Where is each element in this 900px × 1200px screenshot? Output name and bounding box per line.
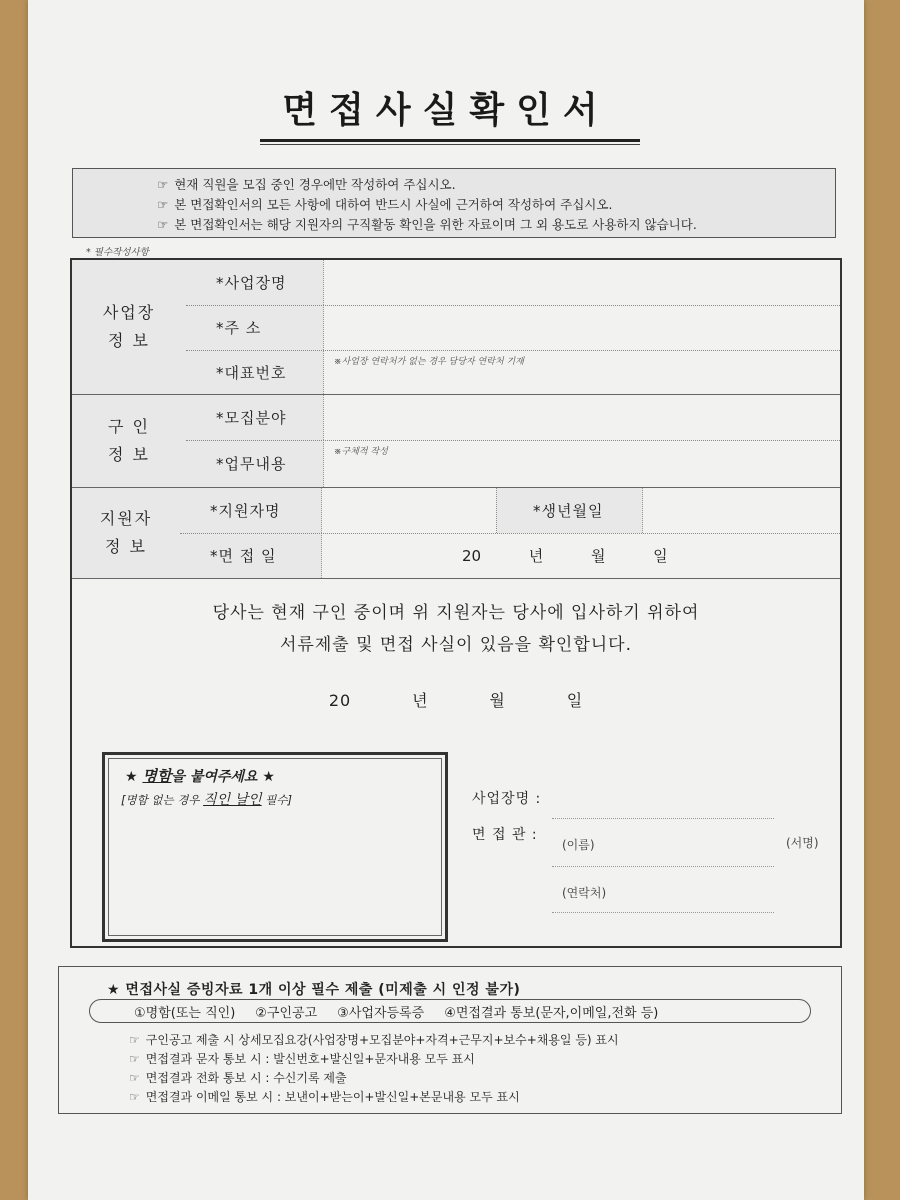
contact-input[interactable] bbox=[554, 878, 774, 910]
evidence-note: ☞ 면접결과 문자 통보 시 : 발신번호+발신일+문자내용 모두 표시 bbox=[129, 1052, 475, 1066]
section-label-recruit: 구 인 정 보 bbox=[72, 395, 187, 487]
business-card-area[interactable] bbox=[102, 752, 448, 942]
divider bbox=[186, 440, 840, 441]
section-label-applicant: 지원자 정 보 bbox=[72, 488, 181, 578]
interviewer-label: 면 접 관 : bbox=[472, 827, 538, 843]
evidence-note: ☞ 면접결과 이메일 통보 시 : 보낸이+받는이+발신일+본문내용 모두 표시 bbox=[129, 1090, 520, 1104]
signature-line bbox=[552, 866, 774, 867]
pointing-hand-icon: ☞ bbox=[129, 1090, 140, 1104]
field-label-address: *주 소 bbox=[186, 305, 324, 350]
evidence-item: ④면접결과 통보(문자,이메일,전화 등) bbox=[444, 1005, 659, 1021]
evidence-title: ★ 면접사실 증빙자료 1개 이상 필수 제출 (미제출 시 인정 불가) bbox=[107, 982, 521, 998]
field-label-interview-date: *면 접 일 bbox=[180, 533, 322, 578]
notice-box bbox=[72, 168, 836, 238]
pointing-hand-icon: ☞ bbox=[129, 1052, 140, 1066]
interviewer-name-label: (이름) bbox=[562, 838, 595, 852]
interview-form bbox=[70, 258, 842, 948]
evidence-notes bbox=[129, 1031, 619, 1107]
contact-label: (연락처) bbox=[562, 886, 607, 900]
title-underline bbox=[260, 139, 640, 142]
field-label-birthdate: *생년월일 bbox=[497, 488, 643, 533]
notice-line: ☞ 현재 직원을 모집 중인 경우에만 작성하여 주십시오. bbox=[157, 177, 456, 192]
signature-line bbox=[552, 912, 774, 913]
duties-input[interactable] bbox=[326, 442, 838, 485]
required-note: * 필수작성사항 bbox=[86, 247, 149, 258]
field-label-applicant-name: *지원자명 bbox=[180, 488, 322, 533]
title-underline-thin bbox=[260, 144, 640, 145]
evidence-note: ☞ 면접결과 전화 통보 시 : 수신기록 제출 bbox=[129, 1071, 347, 1085]
field-label-duties: *업무내용 bbox=[186, 440, 324, 487]
confirm-line-2: 서류제출 및 면접 사실이 있음을 확인합니다. bbox=[279, 635, 633, 655]
section-divider bbox=[72, 578, 840, 579]
pointing-hand-icon: ☞ bbox=[129, 1033, 140, 1047]
interviewer-name-input[interactable] bbox=[554, 830, 774, 864]
pointing-hand-icon: ☞ bbox=[157, 217, 169, 232]
signature-business-label: 사업장명 : bbox=[472, 791, 542, 807]
document-page bbox=[28, 0, 864, 1200]
position-input[interactable] bbox=[326, 397, 838, 438]
card-instruction: [명함 없는 경우 직인 날인 필수] bbox=[121, 792, 293, 808]
field-label-position: *모집분야 bbox=[186, 395, 324, 440]
confirm-date[interactable]: 20 년 월 일 bbox=[328, 691, 584, 710]
divider bbox=[186, 305, 840, 306]
evidence-box bbox=[58, 966, 842, 1114]
evidence-items bbox=[89, 999, 811, 1023]
pointing-hand-icon: ☞ bbox=[157, 197, 169, 212]
address-input[interactable] bbox=[326, 307, 838, 348]
evidence-item: ②구인공고 bbox=[255, 1005, 318, 1021]
phone-input[interactable] bbox=[326, 352, 838, 392]
evidence-note: ☞ 구인공고 제출 시 상세모집요강(사업장명+모집분야+자격+근무지+보수+채용일 등) 표시 bbox=[129, 1033, 619, 1047]
divider bbox=[180, 533, 840, 534]
notice-line: ☞ 본 면접확인서는 해당 지원자의 구직활동 확인을 위한 자료이며 그 외 용도로 사용하지 않습니다. bbox=[157, 217, 697, 232]
divider bbox=[186, 350, 840, 351]
field-label-business-name: *사업장명 bbox=[186, 260, 324, 305]
signature-business-input[interactable] bbox=[554, 788, 774, 816]
field-label-phone: *대표번호 bbox=[186, 350, 324, 394]
signature-line bbox=[552, 818, 774, 819]
pointing-hand-icon: ☞ bbox=[157, 177, 169, 192]
phone-note: ※사업장 연락처가 없는 경우 담당자 연락처 기재 bbox=[334, 357, 524, 367]
signature-mark-label: (서명) bbox=[786, 836, 819, 850]
interview-date-value[interactable]: 20 년 월 일 bbox=[462, 547, 668, 565]
notice-line: ☞ 본 면접확인서의 모든 사항에 대하여 반드시 사실에 근거하여 작성하여 주십시오. bbox=[157, 197, 613, 212]
card-title: ★ 명함을 붙여주세요 ★ bbox=[125, 767, 275, 785]
evidence-item: ③사업자등록증 bbox=[337, 1005, 425, 1021]
birthdate-input[interactable] bbox=[645, 490, 838, 531]
duty-note: ※구체적 작성 bbox=[334, 447, 388, 457]
business-name-input[interactable] bbox=[326, 262, 838, 303]
section-label-business: 사업장 정 보 bbox=[72, 260, 187, 394]
pointing-hand-icon: ☞ bbox=[129, 1071, 140, 1085]
document-title: 면접사실확인서 bbox=[282, 90, 610, 131]
applicant-name-input[interactable] bbox=[324, 490, 494, 531]
evidence-item: ①명함(또는 직인) bbox=[134, 1005, 236, 1021]
confirm-line-1: 당사는 현재 구인 중이며 위 지원자는 당사에 입사하기 위하여 bbox=[212, 603, 700, 623]
